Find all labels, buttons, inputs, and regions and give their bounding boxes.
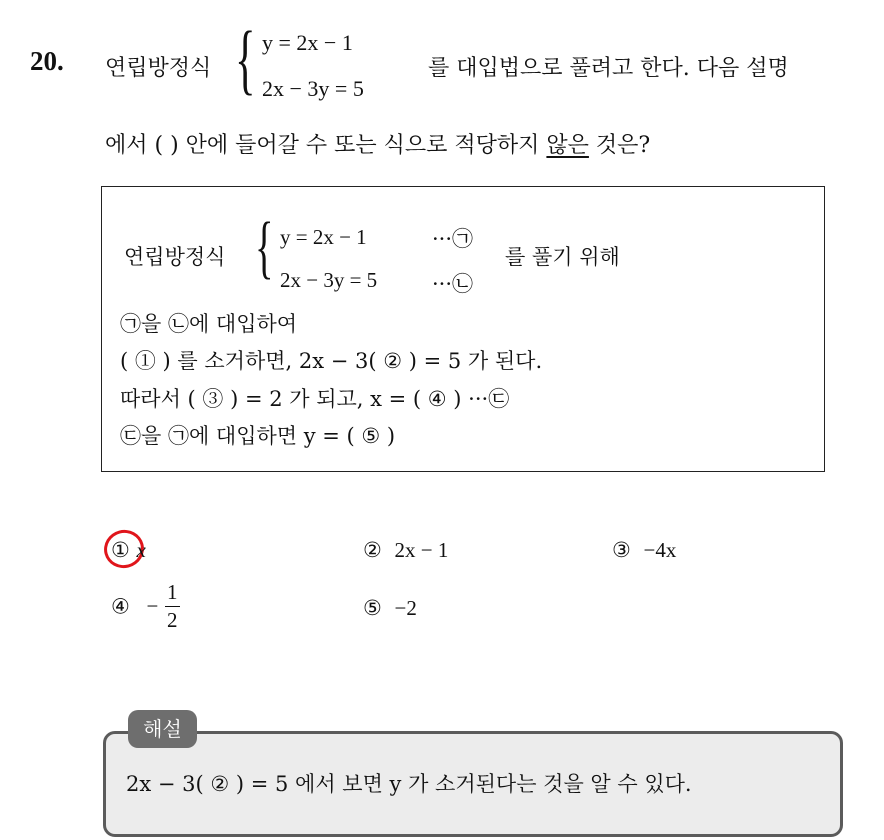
box-lead: 연립방정식 (124, 245, 226, 269)
box-equation-1-mark: ···㉠ (432, 227, 474, 251)
question-underlined-word: 않은 (546, 133, 589, 158)
option-5-value: −2 (394, 596, 417, 620)
option-1-value: x (136, 538, 146, 562)
system-equation-2: 2x − 3y = 5 (262, 76, 364, 101)
question-line-2 (105, 128, 650, 159)
option-4-denominator: 2 (167, 608, 178, 632)
option-4[interactable] (111, 582, 180, 631)
box-equation-1: y = 2x − 1 (280, 225, 367, 249)
system-equation-1: y = 2x − 1 (262, 30, 353, 55)
option-1-number: ① (111, 538, 130, 562)
option-3-value: −4x (643, 538, 677, 562)
question-line-2-after: 것은? (595, 133, 651, 158)
option-4-numerator: 1 (165, 582, 180, 607)
box-line-6: ㉢을 ㉠에 대입하면 y = ( ⑤ ) (120, 424, 396, 448)
solution-tag: 해설 (128, 710, 197, 748)
question-tail: 를 대입법으로 풀려고 한다. 다음 설명 (428, 56, 789, 81)
box-equation-2-mark: ···㉡ (432, 272, 474, 296)
box-system-brace: { (255, 209, 274, 286)
option-2-number: ② (363, 538, 382, 562)
solution-text: 2x − 3( ② ) = 5 에서 보면 y 가 소거된다는 것을 알 수 있다. (126, 772, 692, 796)
option-3-number: ③ (612, 538, 631, 562)
box-line-5: 따라서 ( ③ ) = 2 가 되고, x = ( ④ ) ···㉢ (120, 387, 510, 411)
option-5-number: ⑤ (363, 596, 382, 620)
box-tail: 를 풀기 위해 (505, 245, 620, 269)
box-equation-2: 2x − 3y = 5 (280, 268, 378, 292)
box-line-3: ㉠을 ㉡에 대입하여 (120, 312, 298, 336)
question-number: 20. (30, 46, 64, 76)
option-5[interactable] (363, 596, 417, 621)
option-4-number: ④ (111, 594, 130, 619)
system-brace: { (235, 15, 256, 102)
option-1[interactable] (111, 538, 146, 563)
option-4-fraction (165, 582, 180, 631)
option-2-value: 2x − 1 (394, 538, 449, 562)
option-4-sign: − (146, 594, 159, 618)
box-line-4: ( ① ) 를 소거하면, 2x − 3( ② ) = 5 가 된다. (120, 349, 543, 373)
question-line-2-before: 에서 ( ) 안에 들어갈 수 또는 식으로 적당하지 (105, 133, 540, 158)
option-3[interactable] (612, 538, 676, 563)
question-lead: 연립방정식 (105, 56, 212, 81)
option-2[interactable] (363, 538, 448, 563)
